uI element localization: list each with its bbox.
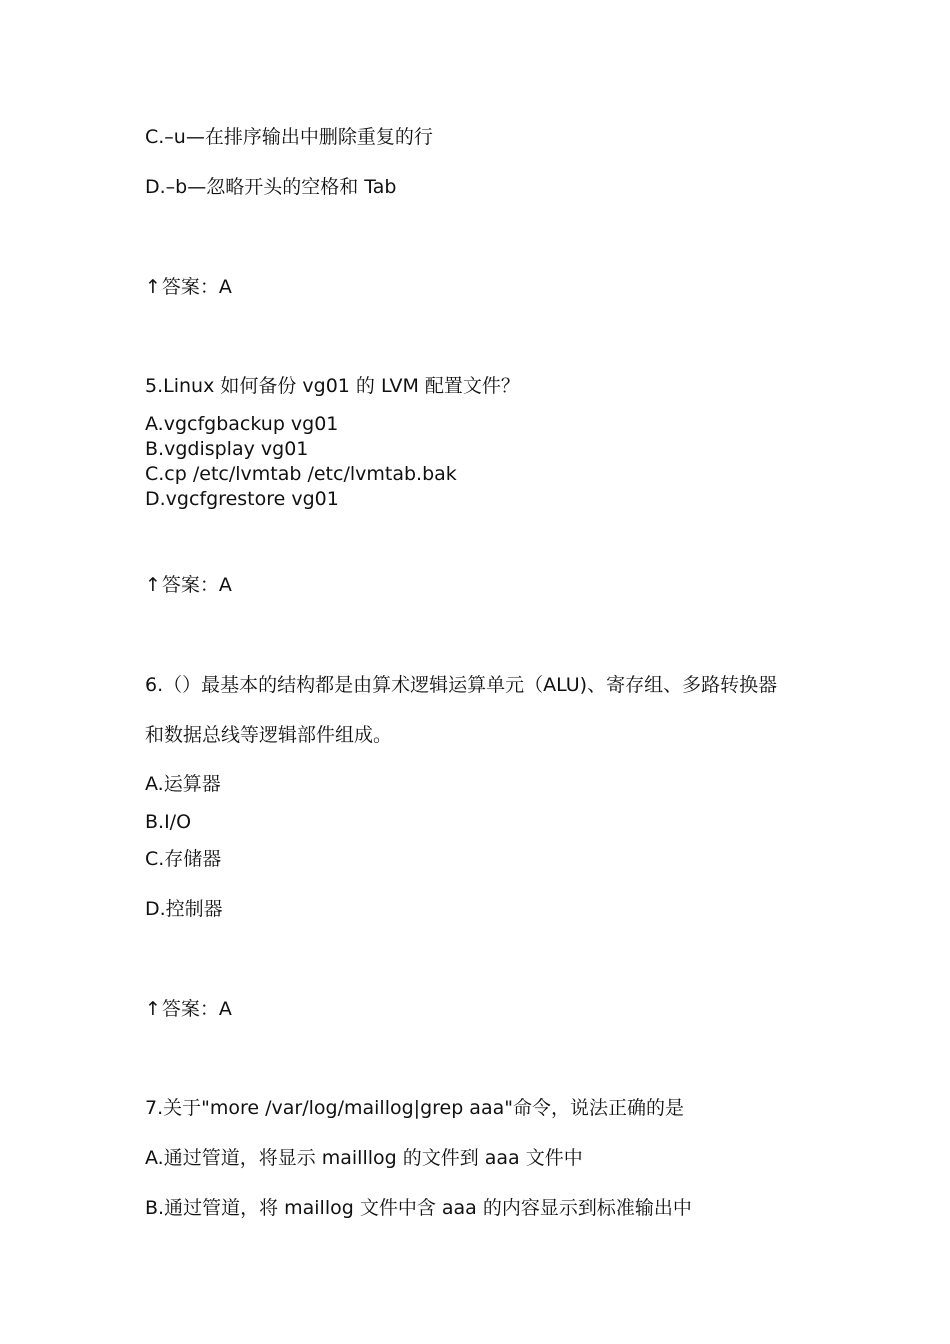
q4-option-d: D.–b—忽略开头的空格和 Tab [145,176,397,198]
q5-option-c: C.cp /etc/lvmtab /etc/lvmtab.bak [145,463,457,485]
q6-option-b: B.I/O [145,811,192,833]
q5-option-b: B.vgdisplay vg01 [145,438,309,460]
q5-option-d: D.vgcfgrestore vg01 [145,488,339,510]
answer-arrow-icon: ↑ [145,276,161,298]
q6-option-a: A.运算器 [145,773,221,795]
q5-answer [145,573,232,597]
q4-option-c: C.–u—在排序输出中删除重复的行 [145,126,433,148]
answer-arrow-icon: ↑ [145,574,161,596]
q6-question-line1: 6.（）最基本的结构都是由算术逻辑运算单元（ALU)、寄存组、多路转换器 [145,674,778,696]
q7-option-b: B.通过管道，将 maillog 文件中含 aaa 的内容显示到标准输出中 [145,1197,692,1219]
q6-answer-text: 答案：A [161,998,232,1020]
q6-answer [145,997,232,1021]
q6-option-c: C.存储器 [145,848,222,870]
q4-answer [145,275,232,299]
q5-answer-text: 答案：A [161,574,232,596]
answer-arrow-icon: ↑ [145,998,161,1020]
q7-option-a: A.通过管道，将显示 mailllog 的文件到 aaa 文件中 [145,1147,583,1169]
q5-question: 5.Linux 如何备份 vg01 的 LVM 配置文件？ [145,375,520,397]
q6-option-d: D.控制器 [145,898,223,920]
q6-question-line2: 和数据总线等逻辑部件组成。 [145,724,393,746]
q5-option-a: A.vgcfgbackup vg01 [145,413,339,435]
q7-question: 7.关于"more /var/log/maillog|grep aaa"命令，说法正确的是 [145,1097,684,1119]
q4-answer-text: 答案：A [161,276,232,298]
